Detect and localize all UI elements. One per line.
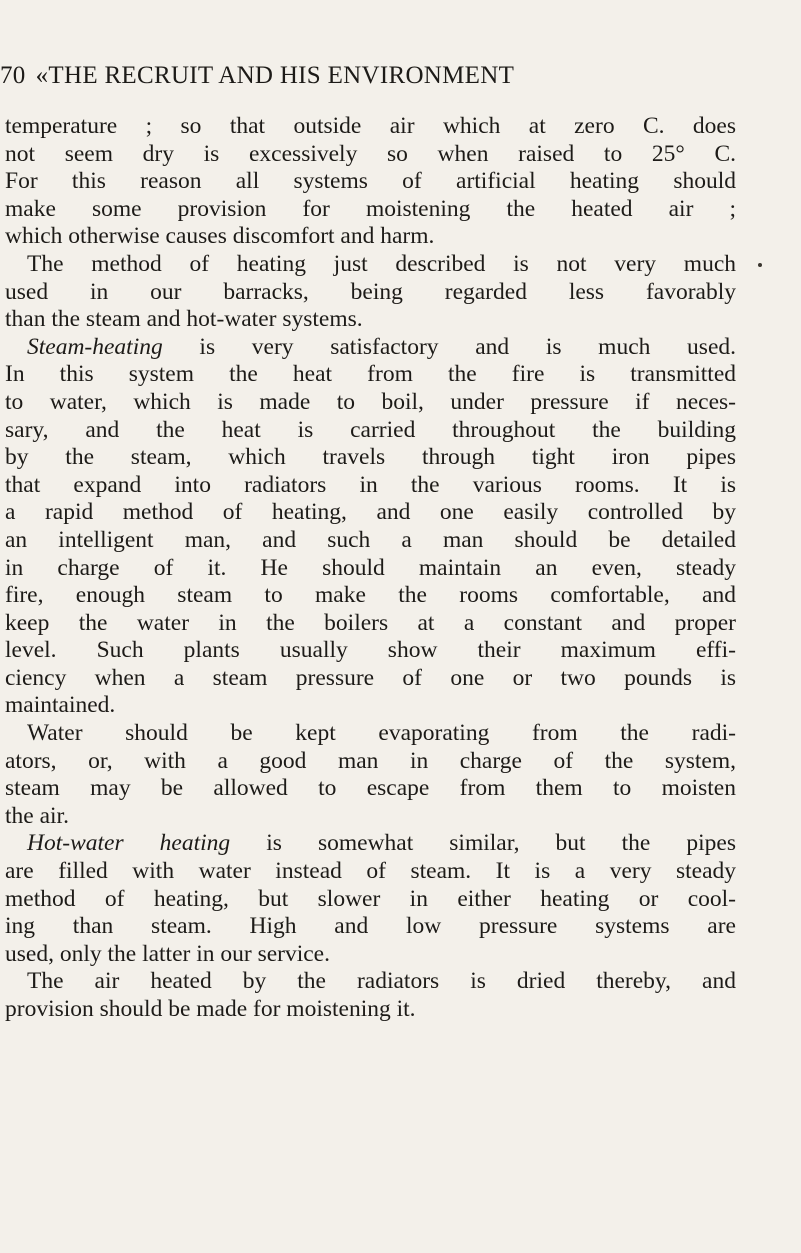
running-title: «THE RECRUIT AND HIS ENVIRONMENT xyxy=(35,62,515,89)
text-line xyxy=(5,113,736,141)
text-line xyxy=(5,775,736,803)
text-line xyxy=(5,444,736,472)
text-line xyxy=(5,582,736,610)
page-number: 70 xyxy=(0,62,26,89)
text-line xyxy=(5,665,736,693)
text-line xyxy=(5,610,736,638)
line-text: is very satisfactory and is much used. xyxy=(162,333,736,360)
line-text: method of heating, but slower in either heating or cool- xyxy=(5,885,736,912)
line-text: In this system the heat from the fire is transmitted xyxy=(5,361,736,388)
line-text: ing than steam. High and low pressure systems are xyxy=(5,913,736,940)
text-line xyxy=(5,692,736,720)
line-text: that expand into radiators in the various rooms. It is xyxy=(5,471,736,498)
line-text: an intelligent man, and such a man should be detailed xyxy=(5,526,736,553)
line-text: maintained. xyxy=(5,692,116,719)
line-text: fire, enough steam to make the rooms comfortable, and xyxy=(5,582,736,609)
text-line xyxy=(5,361,736,389)
text-line xyxy=(5,334,736,362)
text-line xyxy=(5,472,736,500)
running-head xyxy=(0,62,514,90)
line-text: a rapid method of heating, and one easily controlled by xyxy=(5,499,736,526)
line-text: The air heated by the radiators is dried thereby, and xyxy=(27,968,736,995)
text-line xyxy=(5,748,736,776)
text-line xyxy=(5,527,736,555)
text-line xyxy=(5,803,736,831)
line-text: provision should be made for moistening it. xyxy=(5,996,416,1022)
line-text: ciency when a steam pressure of one or two pounds is xyxy=(5,664,736,691)
text-line xyxy=(5,637,736,665)
line-text: temperature ; so that outside air which at zero C. does xyxy=(5,113,736,139)
line-text: is somewhat similar, but the pipes xyxy=(230,830,736,857)
italic-term: Steam-heating xyxy=(27,333,163,360)
text-line xyxy=(5,389,736,417)
text-line xyxy=(5,196,736,224)
text-line xyxy=(5,720,736,748)
line-text: than the steam and hot-water systems. xyxy=(5,306,363,333)
text-line xyxy=(5,306,736,334)
text-line xyxy=(5,168,736,196)
text-line xyxy=(5,858,736,886)
line-text: keep the water in the boilers at a constant and proper xyxy=(5,609,736,636)
text-line xyxy=(5,223,736,251)
line-text: For this reason all systems of artificial heating should xyxy=(5,168,736,195)
line-text: level. Such plants usually show their maximum effi- xyxy=(5,637,736,664)
line-text: used, only the latter in our service. xyxy=(5,940,330,967)
text-line xyxy=(5,417,736,445)
text-line xyxy=(5,886,736,914)
text-line xyxy=(5,141,736,169)
line-text: the air. xyxy=(5,802,69,829)
line-text: make some provision for moistening the heated air ; xyxy=(5,195,736,222)
ink-speck xyxy=(758,263,762,267)
line-text: steam may be allowed to escape from them to moisten xyxy=(5,775,736,802)
line-text: sary, and the heat is carried throughout the building xyxy=(5,416,736,443)
italic-term: Hot-water heating xyxy=(27,830,231,857)
text-line xyxy=(5,913,736,941)
text-line xyxy=(5,251,736,279)
text-line xyxy=(5,279,736,307)
line-text: ators, or, with a good man in charge of the system, xyxy=(5,747,736,774)
text-line xyxy=(5,968,736,996)
text-line xyxy=(5,830,736,858)
line-text: in charge of it. He should maintain an even, steady xyxy=(5,554,736,581)
text-line xyxy=(5,499,736,527)
line-text: Water should be kept evaporating from the radi- xyxy=(27,720,736,747)
line-text: used in our barracks, being regarded less favorably xyxy=(5,278,736,305)
line-text: to water, which is made to boil, under pressure if neces- xyxy=(5,388,736,415)
text-line xyxy=(5,996,736,1024)
line-text: The method of heating just described is not very much xyxy=(27,250,736,277)
line-text: not seem dry is excessively so when raised to 25° C. xyxy=(5,140,736,167)
line-text: are filled with water instead of steam. It is a very steady xyxy=(5,858,736,885)
line-text: by the steam, which travels through tight iron pipes xyxy=(5,444,736,471)
text-line xyxy=(5,941,736,969)
text-line xyxy=(5,555,736,583)
body-text xyxy=(5,113,736,1024)
line-text: which otherwise causes discomfort and harm. xyxy=(5,223,435,250)
